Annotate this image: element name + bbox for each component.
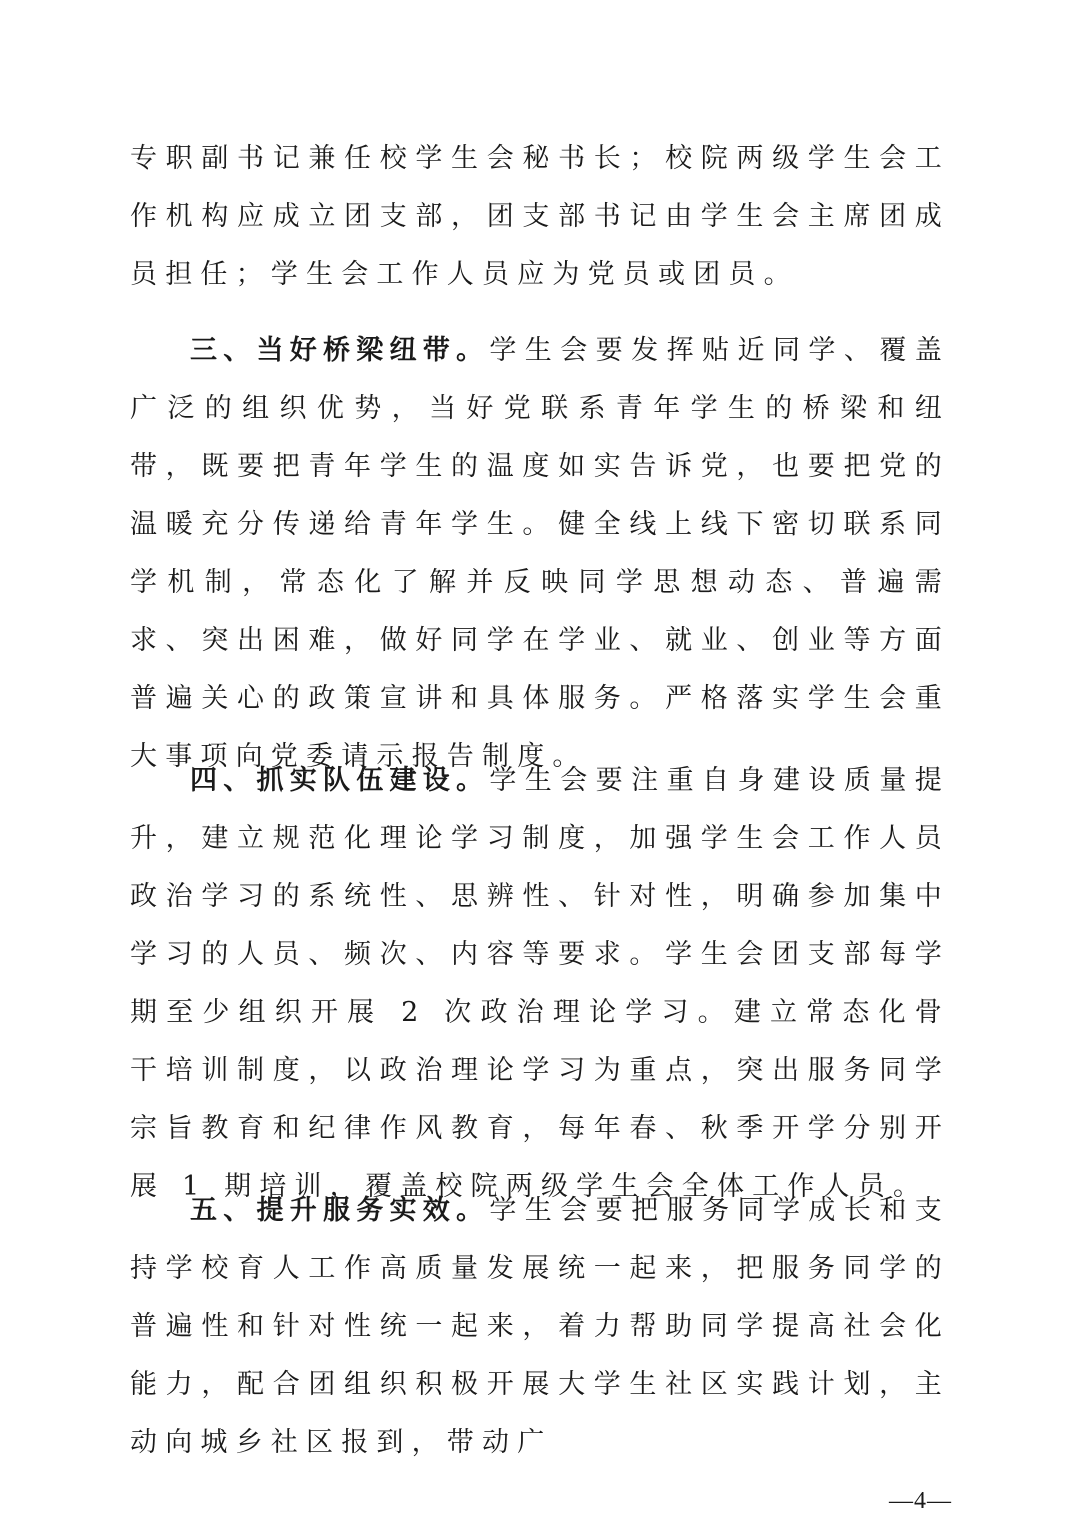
page-number: —4— bbox=[889, 1488, 952, 1514]
paragraph-body: 学生会要发挥贴近同学、覆盖广泛的组织优势，当好党联系青年学生的桥梁和纽带，既要把青年学生的温度如实告诉党，也要把党的温暖充分传递给青年学生。健全线上线下密切联系同学机制，常态化了解并反映同学思想动态、普遍需求、突出困难，做好同学在学业、就业、创业等方面普遍关心的政策宣讲和具体服务。严格落实学生会重大事项向党委请示报告制度。 bbox=[130, 335, 950, 772]
section-heading-service: 五、提升服务实效。 bbox=[190, 1195, 490, 1226]
section-heading-bridge: 三、当好桥梁纽带。 bbox=[190, 335, 490, 366]
paragraph-body: 学生会要注重自身建设质量提升，建立规范化理论学习制度，加强学生会工作人员政治学习的系统性、思辨性、针对性，明确参加集中学习的人员、频次、内容等要求。学生会团支部每学期至少组织开展 2 次政治理论学习。建立常态化骨干培训制度，以政治理论学习为重点，突出服务同学宗旨教育和纪律作风教育，每年春、秋季开学分别开展 1 期培训，覆盖校院两级学生会全体工作人员。 bbox=[130, 765, 950, 1202]
paragraph-service bbox=[130, 1182, 950, 1472]
paragraph-continuation bbox=[130, 130, 950, 304]
paragraph-body: 学生会要把服务同学成长和支持学校育人工作高质量发展统一起来，把服务同学的普遍性和针对性统一起来，着力帮助同学提高社会化能力，配合团组织积极开展大学生社区实践计划，主动向城乡社区报到，带动广 bbox=[130, 1195, 950, 1458]
paragraph-body: 专职副书记兼任校学生会秘书长；校院两级学生会工作机构应成立团支部，团支部书记由学生会主席团成员担任；学生会工作人员应为党员或团员。 bbox=[130, 143, 950, 290]
section-heading-team-building: 四、抓实队伍建设。 bbox=[190, 765, 490, 796]
paragraph-team-building bbox=[130, 752, 950, 1216]
paragraph-bridge bbox=[130, 322, 950, 786]
